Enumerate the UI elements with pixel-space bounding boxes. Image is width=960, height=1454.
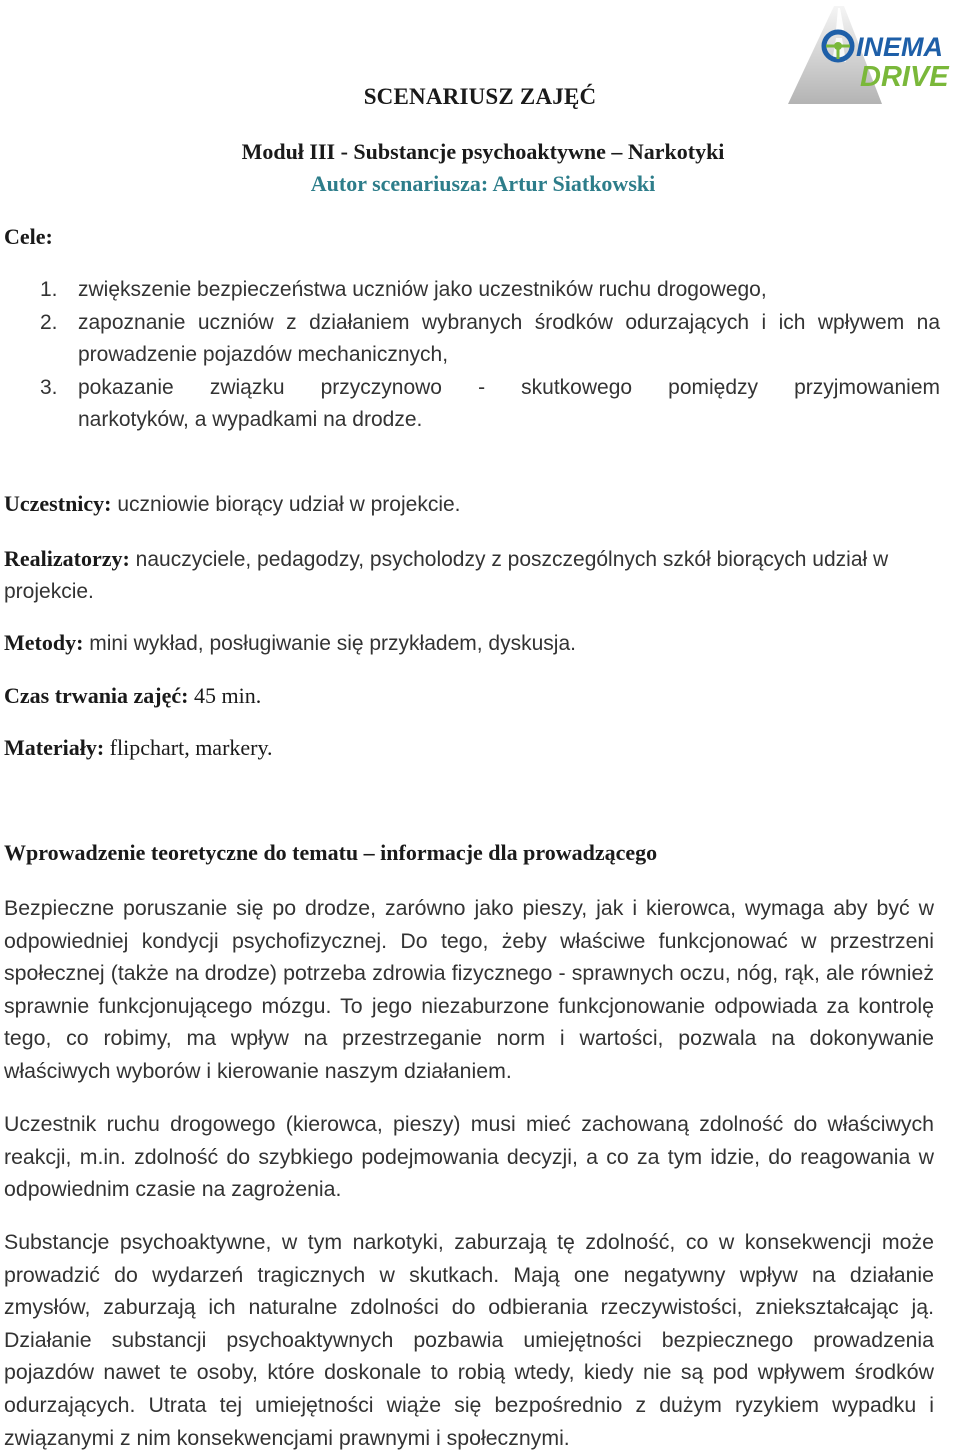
methods-label: Metody: bbox=[4, 630, 84, 655]
organizers-line bbox=[4, 543, 934, 608]
goals-list bbox=[0, 274, 940, 437]
organizers-label: Realizatorzy: bbox=[4, 546, 130, 571]
goals-heading: Cele: bbox=[4, 224, 53, 249]
svg-text:INEMA: INEMA bbox=[856, 32, 943, 62]
goal-text-line-2: narkotyków, a wypadkami na drodze. bbox=[78, 408, 423, 431]
page-title: SCENARIUSZ ZAJĘĆ bbox=[363, 84, 597, 109]
duration-label: Czas trwania zajęć: bbox=[4, 683, 189, 708]
duration-value: 45 min. bbox=[188, 683, 262, 708]
participants-label: Uczestnicy: bbox=[4, 491, 112, 516]
duration-line bbox=[4, 680, 934, 713]
goal-text-line-1: pokazanie związku przyczynowo - skutkowego pomiędzy przyjmowaniem bbox=[78, 375, 940, 399]
materials-label: Materiały: bbox=[4, 735, 105, 760]
methods-value: mini wykład, posługiwanie się przykładem, dyskusja. bbox=[83, 632, 576, 655]
goal-item-1 bbox=[0, 274, 940, 307]
intro-paragraph-3: Substancje psychoaktywne, w tym narkotyki, zaburzają tę zdolność, co w konsekwencji może prowadzić do wydarzeń tragicznych w skutkach. Mają one negatywny wpływ na działanie zmysłów, zaburzają ich naturalne zdolności do odbierania rzeczywistości, zniekształcając ją. Działanie substancji psychoaktywnych pozbawia umiejętności bezpiecznego prowadzenia pojazdów nawet te osoby, które doskonale to robią wtedy, kiedy nie są pod wpływem środków odurzających. Utrata tej umiejętności wiąże się bezpośrednio z dużym ryzykiem wypadku i związanymi z nim konsekwencjami prawnymi i społecznymi. bbox=[4, 1230, 934, 1450]
goal-item-2 bbox=[0, 307, 940, 372]
intro-paragraph-1: Bezpieczne poruszanie się po drodze, zarówno jako pieszy, jak i kierowca, wymaga aby być w odpowiedniej kondycji psychofizycznej. Do tego, żeby właściwe funkcjonować w przestrzeni społecznej (także na drodze) potrzeba zdrowia fizycznego - sprawnych oczu, nóg, rąk, ale również sprawnie funkcjonującego mózgu. To jego niezaburzone funkcjonowanie odpowiada za kontrolę tego, co robimy, ma wpływ na przestrzeganie norm i wartości, pozwala na dokonywanie właściwych wyborów i kierowanie naszym działaniem. bbox=[4, 896, 934, 1083]
organizers-value: nauczyciele, pedagodzy, psycholodzy z poszczególnych szkół biorących udział w projekcie. bbox=[4, 548, 889, 603]
goal-number: 2. bbox=[40, 310, 58, 334]
goal-text bbox=[78, 372, 940, 437]
materials-value: flipchart, markery. bbox=[104, 735, 273, 760]
goal-text: zapoznanie uczniów z działaniem wybranych środków odurzających i ich wpływem na prowadzenie pojazdów mechanicznych, bbox=[78, 310, 940, 366]
participants-line bbox=[4, 488, 934, 521]
materials-line bbox=[4, 732, 934, 765]
author-line: Autor scenariusza: Artur Siatkowski bbox=[310, 171, 656, 196]
participants-value: uczniowie biorący udział w projekcie. bbox=[111, 493, 461, 516]
goal-number: 1. bbox=[40, 278, 58, 301]
svg-text:DRIVE: DRIVE bbox=[860, 61, 949, 93]
module-subtitle: Moduł III - Substancje psychoaktywne – Narkotyki bbox=[241, 139, 725, 164]
goal-item-3 bbox=[0, 372, 940, 437]
goal-text: zwiększenie bezpieczeństwa uczniów jako uczestników ruchu drogowego, bbox=[78, 278, 767, 301]
goal-number: 3. bbox=[40, 375, 58, 399]
methods-line bbox=[4, 627, 934, 660]
intro-paragraph-2: Uczestnik ruchu drogowego (kierowca, pieszy) musi mieć zachowaną zdolność do właściwych reakcji, m.in. zdolność do szybkiego podejmowania decyzji, a co za tym idzie, do reagowania w odpowiednim czasie na zagrożenia. bbox=[4, 1112, 934, 1202]
intro-heading: Wprowadzenie teoretyczne do tematu – informacje dla prowadzącego bbox=[4, 840, 658, 865]
